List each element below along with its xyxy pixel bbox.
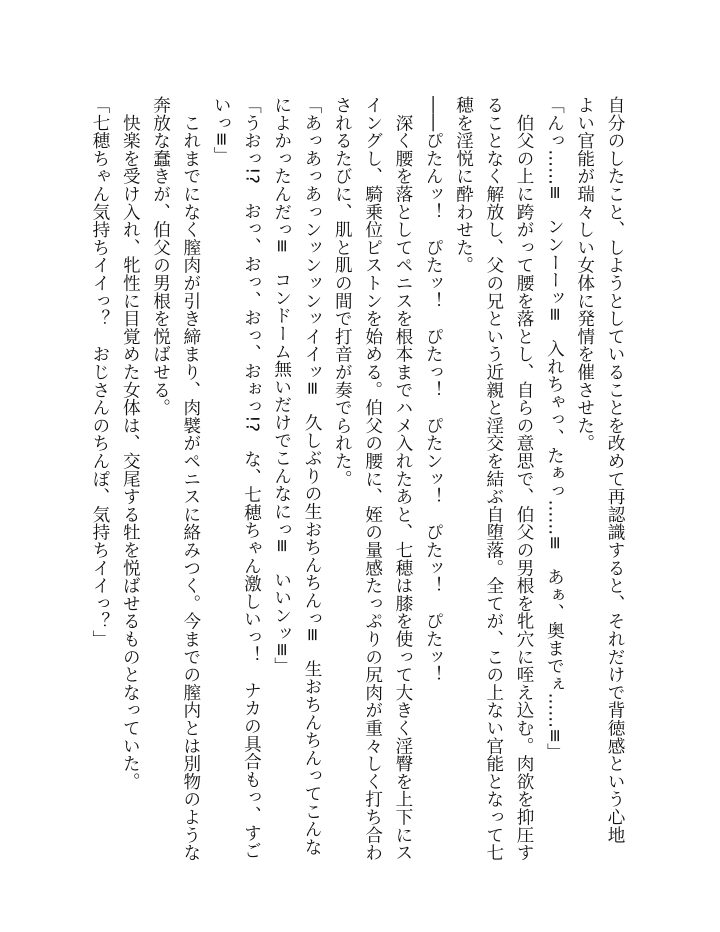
- text-line: 「あっあっあっンッンッンッイイッ≡ 久しぶりの生おちんちんっ≡ 生おちんちんってこんな: [302, 96, 323, 856]
- text-line: 「んっ……≡ ンンーーッ≡ 入れちゃっ、たぁっ……≡ あぁ、奥までぇ……≡」: [544, 96, 565, 761]
- text-line: よい官能が瑞々しい女体に発情を催させた。: [574, 96, 595, 452]
- text-line: ――ぴたんッ！ ぴたッ！ ぴたっ！ ぴたンッ！ ぴたッ！ ぴたッ！: [423, 96, 444, 684]
- text-line: イングし、騎乗位ピストンを始める。伯父の腰に、姪の量感たっぷりの尻肉が重々しく打ち合わ: [362, 96, 383, 862]
- text-line: 伯父の上に跨がって腰を落とし、自らの意思で、伯父の男根を牝穴に咥え込む。肉欲を抑圧す: [514, 96, 535, 862]
- text-line: ることなく解放し、父の兄という近親と淫交を結ぶ自堕落。全てが、この上ない官能となって七: [483, 96, 504, 862]
- novel-page-text: [85, 96, 630, 862]
- text-line: 快楽を受け入れ、牝性に目覚めた女体は、交尾する牡を悦ばせるものとなっていた。: [120, 96, 141, 791]
- text-line: によかったんだっ≡ コンドーム無いだけでこんなにっ≡ いいンッ≡」: [271, 96, 292, 675]
- text-line: これまでになく膣肉が引き締まり、肉襞がペニスに絡みつく。今までの膣内とは別物のような: [180, 96, 201, 862]
- text-line: されるたびに、肌と肌の間で打音が奏でられた。: [332, 96, 353, 488]
- text-line: 深く腰を落としてペニスを根本までハメ入れたあと、七穂は膝を使って大きく淫臀を上下にス: [392, 96, 413, 862]
- text-line: 奔放な蠢きが、伯父の男根を悦ばせる。: [150, 96, 171, 417]
- text-line: いっ≡」: [211, 96, 232, 165]
- text-line: 穂を淫悦に酔わせた。: [453, 96, 474, 274]
- text-line: 「七穂ちゃん気持ちイイっ？ おじさんのちんぽ、気持ちイイっ？」: [89, 96, 110, 648]
- text-line: 自分のしたこと、しようとしていることを改めて再認識すると、それだけで背徳感という心地: [605, 96, 625, 844]
- text-line: 「うおっ!? おっ、おっ、おっ、おぉっ!? な、七穂ちゃん激しいっ！ ナカの具合もっ、すご: [241, 96, 262, 860]
